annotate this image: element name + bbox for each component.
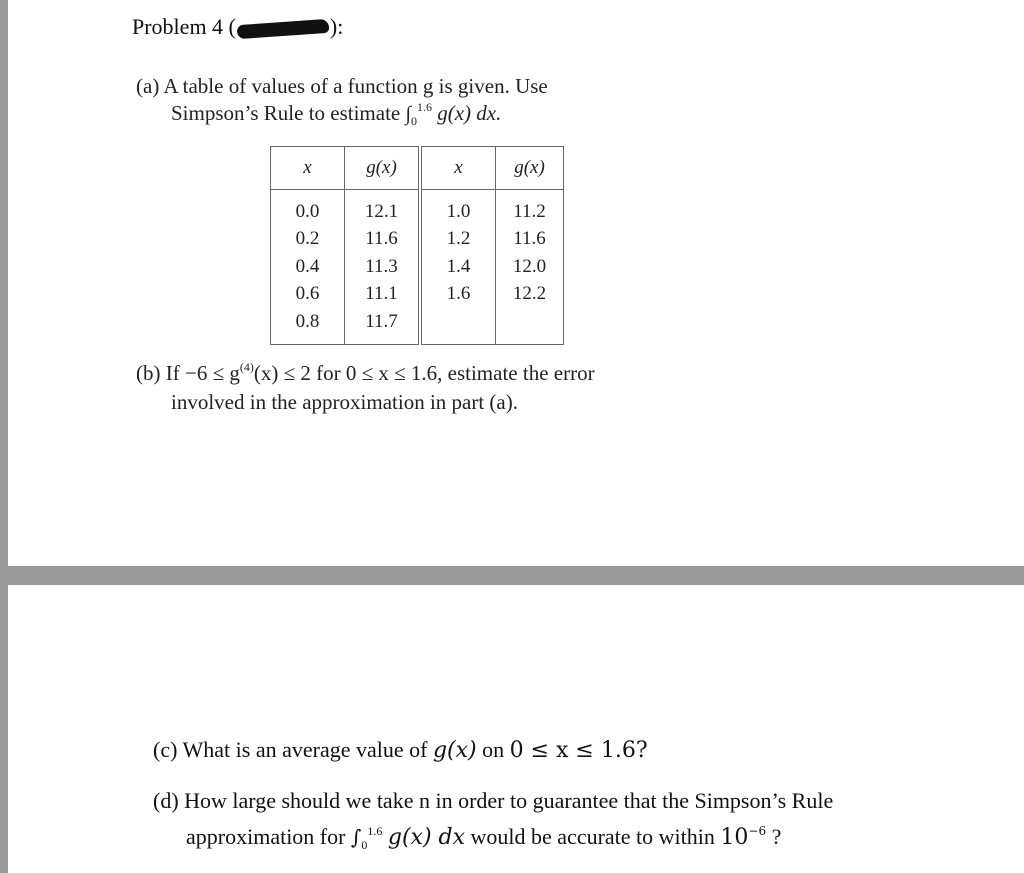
table-row bbox=[271, 253, 564, 281]
table-cell: 1.0 bbox=[420, 190, 496, 226]
header-x-2: x bbox=[420, 147, 496, 190]
table-cell: 0.0 bbox=[271, 190, 345, 226]
table-cell: 11.1 bbox=[345, 281, 421, 309]
table-cell: 11.2 bbox=[513, 200, 546, 222]
table-cell: 0.8 bbox=[271, 308, 345, 344]
part-d-line-2: approximation for $\int_0^{1.6}$ g(x) dx would be accurate to within $10^{-6}$ ? bbox=[186, 824, 782, 852]
table-row bbox=[271, 308, 564, 344]
header-gx-2: g(x) bbox=[496, 147, 564, 190]
part-d-line-1: (d) How large should we take n in order to guarantee that the Simpson’s Rule bbox=[153, 788, 834, 813]
table-cell: 12.1 bbox=[345, 190, 421, 226]
header-gx-1: g(x) bbox=[345, 147, 421, 190]
table-cell: 11.3 bbox=[345, 253, 421, 281]
values-table bbox=[270, 146, 564, 345]
part-a-line-2: Simpson’s Rule to estimate $\int_0^{1.6}$ g(x) dx. bbox=[171, 100, 502, 128]
page-separator bbox=[0, 566, 1024, 585]
part-c: (c) What is an average value of g(x) on 0 ≤ x ≤ 1.6? bbox=[153, 737, 648, 763]
part-b-line-2: involved in the approximation in part (a). bbox=[171, 390, 518, 414]
table-header-row bbox=[271, 147, 564, 190]
table-cell bbox=[496, 308, 564, 344]
part-a-line-1: (a) A table of values of a function g is given. Use bbox=[136, 74, 548, 98]
table-cell: 0.6 bbox=[271, 281, 345, 309]
table-cell: 11.6 bbox=[345, 226, 421, 254]
table-row bbox=[271, 190, 564, 226]
table-row bbox=[271, 281, 564, 309]
page-1 bbox=[8, 0, 1024, 566]
problem-title: Problem 4 ( ): bbox=[132, 14, 344, 39]
table-cell: 1.4 bbox=[420, 253, 496, 281]
table-cell: 1.2 bbox=[420, 226, 496, 254]
header-x-1: x bbox=[271, 147, 345, 190]
table-cell: 1.6 bbox=[420, 281, 496, 309]
table-cell: 12.2 bbox=[512, 283, 547, 305]
page-2 bbox=[8, 585, 1024, 873]
table-cell: 0.2 bbox=[271, 226, 345, 254]
table-cell: 11.6 bbox=[513, 228, 546, 250]
table-cell: 11.7 bbox=[345, 308, 421, 344]
table-cell bbox=[420, 308, 496, 344]
table-row bbox=[271, 226, 564, 254]
redaction-mark bbox=[237, 19, 330, 39]
part-b-line-1: (b) $If -6 \le g^{(4)}(x) \le 2$ for 0 ≤ x ≤ 1.6, estimate the error bbox=[136, 360, 595, 385]
table-cell: 12.0 bbox=[512, 255, 547, 277]
table-cell: 0.4 bbox=[271, 253, 345, 281]
